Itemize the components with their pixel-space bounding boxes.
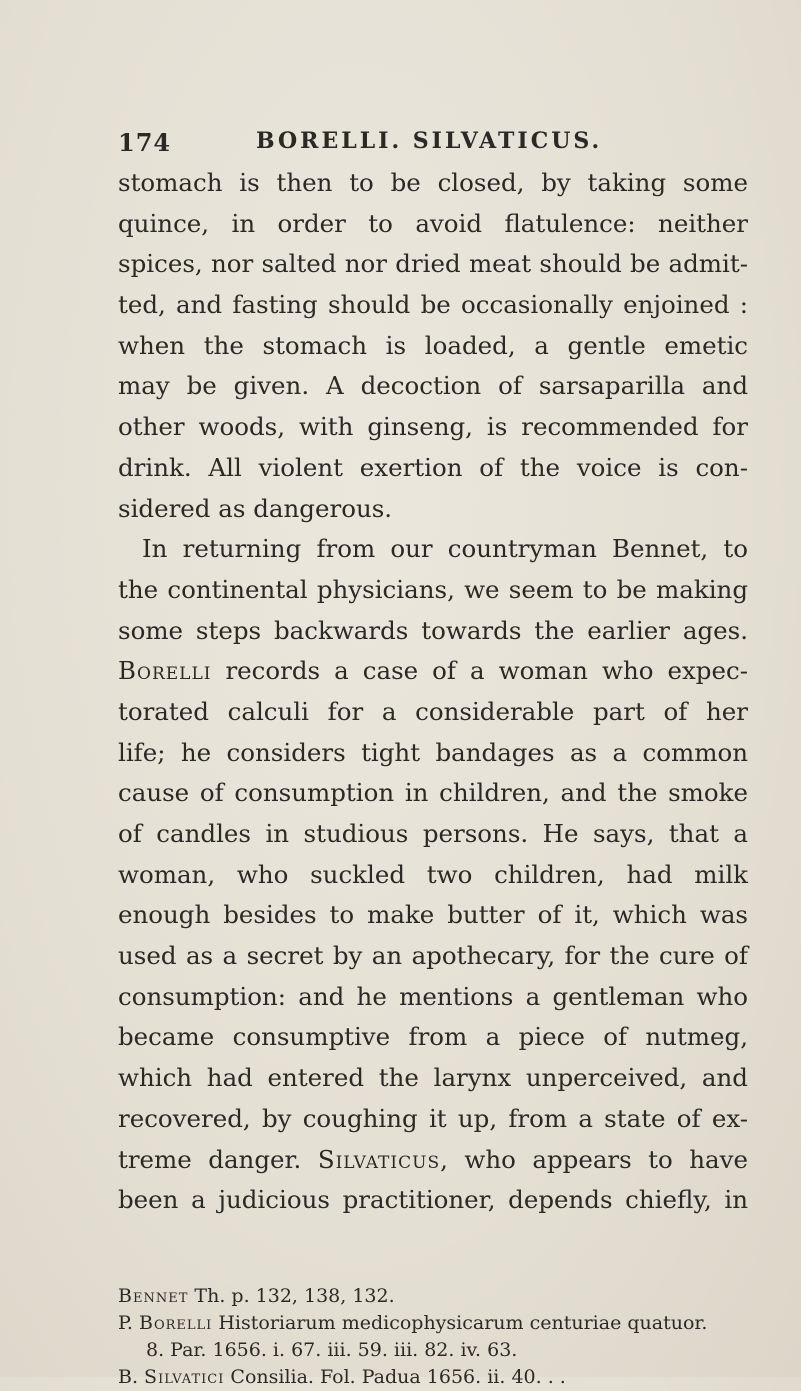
footnotes: [118, 1283, 758, 1391]
text-line: woman, who suckled two children, had milk: [118, 859, 748, 889]
text-segment: , who appears to have: [440, 1144, 748, 1174]
footnote-text: Consilia. Fol. Padua 1656. ii. 40. . .: [224, 1366, 566, 1388]
text-line: when the stomach is loaded, a gentle emetic: [118, 330, 748, 360]
footnote-text: B.: [118, 1366, 145, 1388]
text-line: other woods, with ginseng, is recommended for: [118, 412, 748, 442]
text-segment: treme danger.: [118, 1144, 318, 1174]
text-line: cause of consumption in children, and the smoke: [118, 778, 748, 808]
footnote-text: Historiarum medicophysicarum centuriae quatuor.: [212, 1312, 708, 1334]
running-head: [118, 128, 758, 162]
text-line: spices, nor salted nor dried meat should be admit-: [118, 249, 748, 279]
footnote-borelli-continued: 8. Par. 1656. i. 67. iii. 59. iii. 82. iv. 63.: [146, 1339, 518, 1361]
text-line: used as a secret by an apothecary, for the cure of: [118, 941, 748, 971]
text-line: [118, 1140, 748, 1181]
text-line: torated calculi for a considerable part of her: [118, 696, 748, 726]
small-caps-name: Silvatici: [144, 1366, 225, 1388]
body-text: [118, 163, 748, 1221]
text-line: ted, and fasting should be occasionally enjoined :: [118, 290, 748, 320]
small-caps-name: Borelli: [139, 1312, 213, 1334]
text-line: sidered as dangerous.: [118, 493, 393, 523]
small-caps-name: Silvaticus: [317, 1144, 441, 1174]
text-line: may be given. A decoction of sarsaparilla and: [118, 371, 748, 401]
footnote-silvaticus: [118, 1364, 758, 1391]
text-line: consumption: and he mentions a gentleman who: [118, 981, 748, 1011]
text-line: some steps backwards towards the earlier ages.: [118, 615, 748, 645]
footnote-text: Th. p. 132, 138, 132.: [188, 1285, 395, 1307]
text-line: life; he considers tight bandages as a common: [118, 737, 748, 767]
text-segment: records a case of a woman who expec-: [211, 656, 748, 686]
text-line: which had entered the larynx unperceived, and: [118, 1063, 748, 1093]
running-title: BORELLI. SILVATICUS.: [256, 128, 603, 154]
footnote-bennet: [118, 1283, 758, 1310]
page-number: 174: [118, 128, 172, 157]
text-line: enough besides to make butter of it, which was: [118, 900, 748, 930]
text-line: drink. All violent exertion of the voice is con-: [118, 452, 748, 482]
small-caps-name: Bennet: [118, 1285, 189, 1307]
small-caps-name: Borelli: [118, 656, 212, 686]
text-line: became consumptive from a piece of nutmeg,: [118, 1022, 748, 1052]
footnote-borelli: [118, 1310, 758, 1337]
text-line: recovered, by coughing it up, from a state of ex-: [118, 1103, 748, 1133]
text-line: stomach is then to be closed, by taking some: [118, 168, 748, 197]
text-line: been a judicious practitioner, depends chiefly, in: [118, 1185, 748, 1215]
text-line: of candles in studious persons. He says, that a: [118, 819, 748, 848]
text-line: the continental physicians, we seem to be making: [118, 574, 748, 604]
text-line: [118, 651, 748, 692]
text-line: In returning from our countryman Bennet, to: [142, 534, 748, 564]
text-line: quince, in order to avoid flatulence: neither: [118, 208, 748, 238]
footnote-text: P.: [118, 1312, 140, 1334]
